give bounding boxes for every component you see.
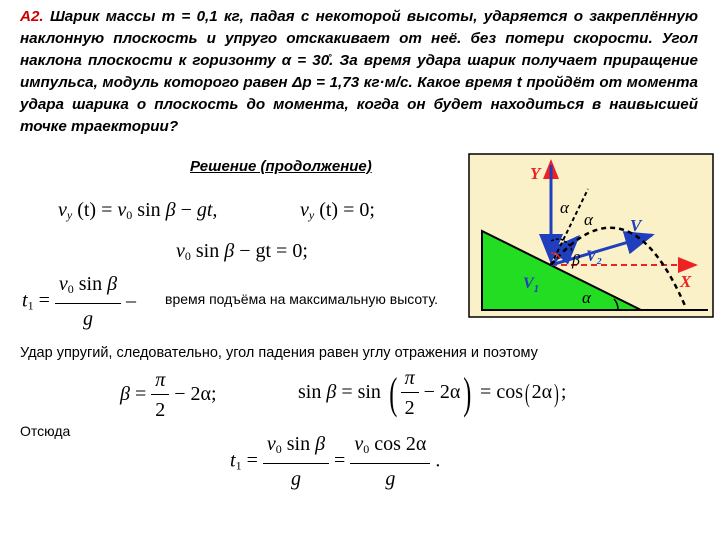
beta-label: β <box>572 252 580 269</box>
inclined-plane-diagram <box>468 153 714 318</box>
equation-vy-t: $v_y$ $(t) = v_0$ sin β − gt, <box>58 199 218 222</box>
elastic-collision-line: Удар упругий, следовательно, угол падения равен углу отражения и поэтому <box>20 345 538 361</box>
problem-number: А2. <box>20 8 44 25</box>
solution-title: Решение (продолжение) <box>190 158 372 175</box>
problem-statement <box>20 6 698 138</box>
equation-v0-sinb-gt: $v_0$ sin β − gt = 0; <box>176 240 308 263</box>
note-rise-time: время подъёма на максимальную высоту. <box>165 291 438 307</box>
alpha-label-2: α <box>584 210 593 229</box>
v1-label: $V_1$ <box>523 275 540 295</box>
x-axis-label: X <box>680 272 692 291</box>
v2-label: V₂ <box>586 248 603 265</box>
equation-sin-beta: sin β = sin ( $\frac{\pi}{2}$ − 2α) = cos(2α); <box>298 364 566 423</box>
v-label: V <box>630 216 642 235</box>
equation-t1: $t_1$ = $\frac{v_0 \sin \beta}{g}$ – <box>22 270 136 334</box>
y-axis-label: Y <box>530 164 541 183</box>
equation-t1-final: $t_1$ = $\frac{v_0 \sin \beta}{g}$ = $\frac{v_0 \cos 2\alpha}{g}$ . <box>230 430 440 494</box>
equation-vy-zero: $v_y$ (t) = 0; <box>300 199 375 222</box>
alpha-label-base: α <box>582 288 591 307</box>
otsyuda-label: Отсюда <box>20 423 71 439</box>
problem-text: Шарик массы m = 0,1 кг, падая с некоторой высоты, ударяется о закреплённую наклонную плоскость и упруго отскакивает от неё. без потери скорости. Угол наклона плоскости к горизонту α = 30̊. За время удара шарик получает приращение импульса, модуль которого равен Δp = 1,73 кг·м/с. Какое время t пройдёт от момента удара шарика о плоскость до момента, когда он будет находиться в наивысшей точке траектории? <box>20 8 698 135</box>
equation-beta: β = $\frac{\pi}{2}$ − 2α; <box>120 366 217 425</box>
fraction-t1: $\frac{v_0 \sin \beta}{g}$ <box>55 270 121 334</box>
alpha-label-1: α <box>560 198 569 217</box>
